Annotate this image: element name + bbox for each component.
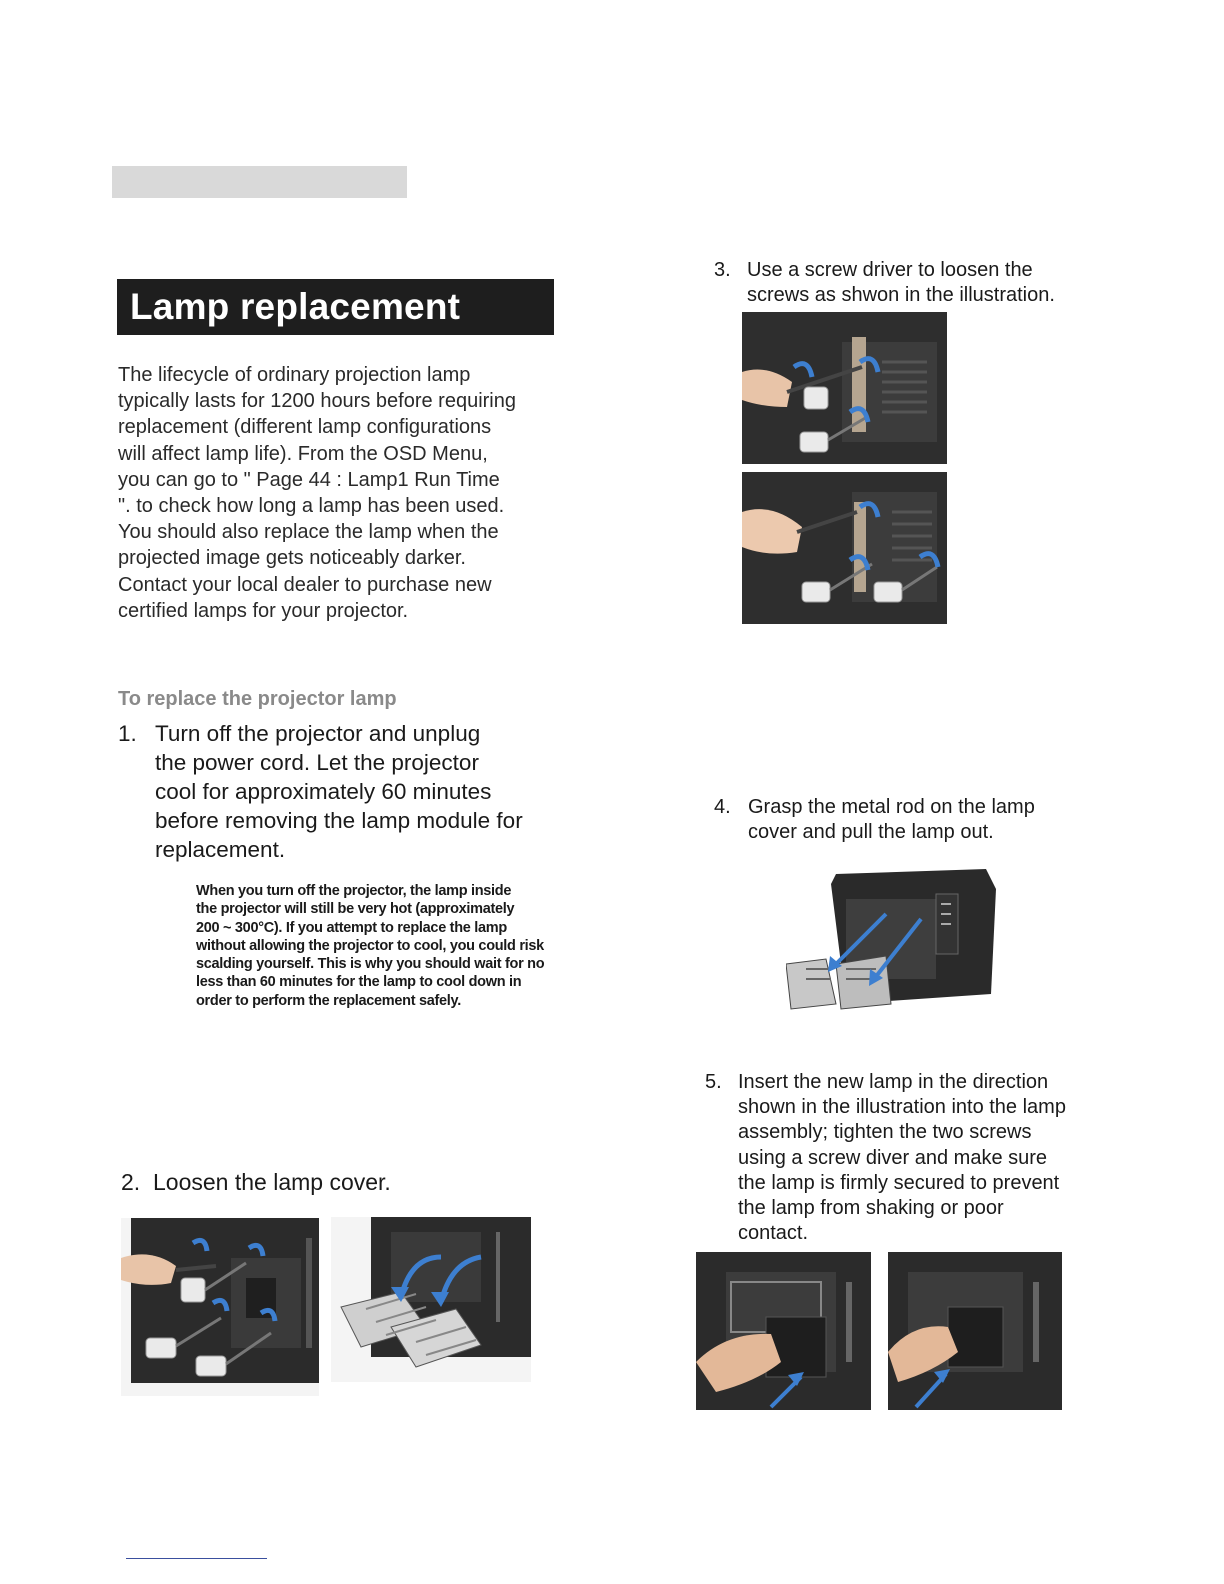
header-placeholder-bar bbox=[112, 166, 407, 198]
step-number: 4. bbox=[714, 796, 731, 818]
step-number: 3. bbox=[714, 259, 731, 281]
step-text: Grasp the metal rod on the lamp cover and pull the lamp out. bbox=[748, 796, 1035, 843]
step-text: Use a screw driver to loosen the screws as shwon in the illustration. bbox=[747, 259, 1055, 306]
step-text: Turn off the projector and unplug the power cord. Let the projector cool for approximately 60 minutes before removing the lamp module for replacement. bbox=[155, 721, 523, 862]
section-title: Lamp replacement bbox=[117, 279, 554, 335]
step-3-photo-bottom bbox=[742, 472, 947, 624]
step-2-photo-loosen-screws bbox=[121, 1218, 319, 1396]
subheading: To replace the projector lamp bbox=[118, 688, 397, 710]
step-number: 5. bbox=[705, 1071, 722, 1093]
step-3-photo-top bbox=[742, 312, 947, 464]
step-5-photo-insert-lamp bbox=[696, 1252, 871, 1410]
step-number: 2. bbox=[121, 1169, 141, 1195]
warning-note: When you turn off the projector, the lamp inside the projector will still be very hot (approximately 200 ~ 300°C). If you attempt to replace the lamp without allowing the projector to cool, you could risk scalding yourself. This is why you should wait for no less than 60 minutes for the lamp to cool down in order to perform the replacement safely. bbox=[196, 883, 545, 1009]
step-text: Insert the new lamp in the direction shown in the illustration into the lamp assembly; tighten the two screws using a screw diver and make sure the lamp is firmly secured to prevent the lamp from shaking or poor contact. bbox=[738, 1071, 1066, 1245]
step-4-photo-pull-lamp bbox=[786, 864, 996, 1012]
footer-rule bbox=[126, 1558, 267, 1559]
intro-paragraph: The lifecycle of ordinary projection lamp typically lasts for 1200 hours before requiring replacement (different lamp configurations will affect lamp life). From the OSD Menu, you can go to " Page 44 : Lamp1 Run Time ". to check how long a lamp has been used. You should also replace the lamp when the projected image gets noticeably darker. Contact your local dealer to purchase new certified lamps for your projector. bbox=[118, 364, 516, 622]
step-text: Loosen the lamp cover. bbox=[153, 1169, 391, 1195]
step-5-photo-tighten-screws bbox=[888, 1252, 1062, 1410]
step-2-photo-cover-removed bbox=[331, 1217, 531, 1382]
step-number: 1. bbox=[118, 721, 137, 746]
